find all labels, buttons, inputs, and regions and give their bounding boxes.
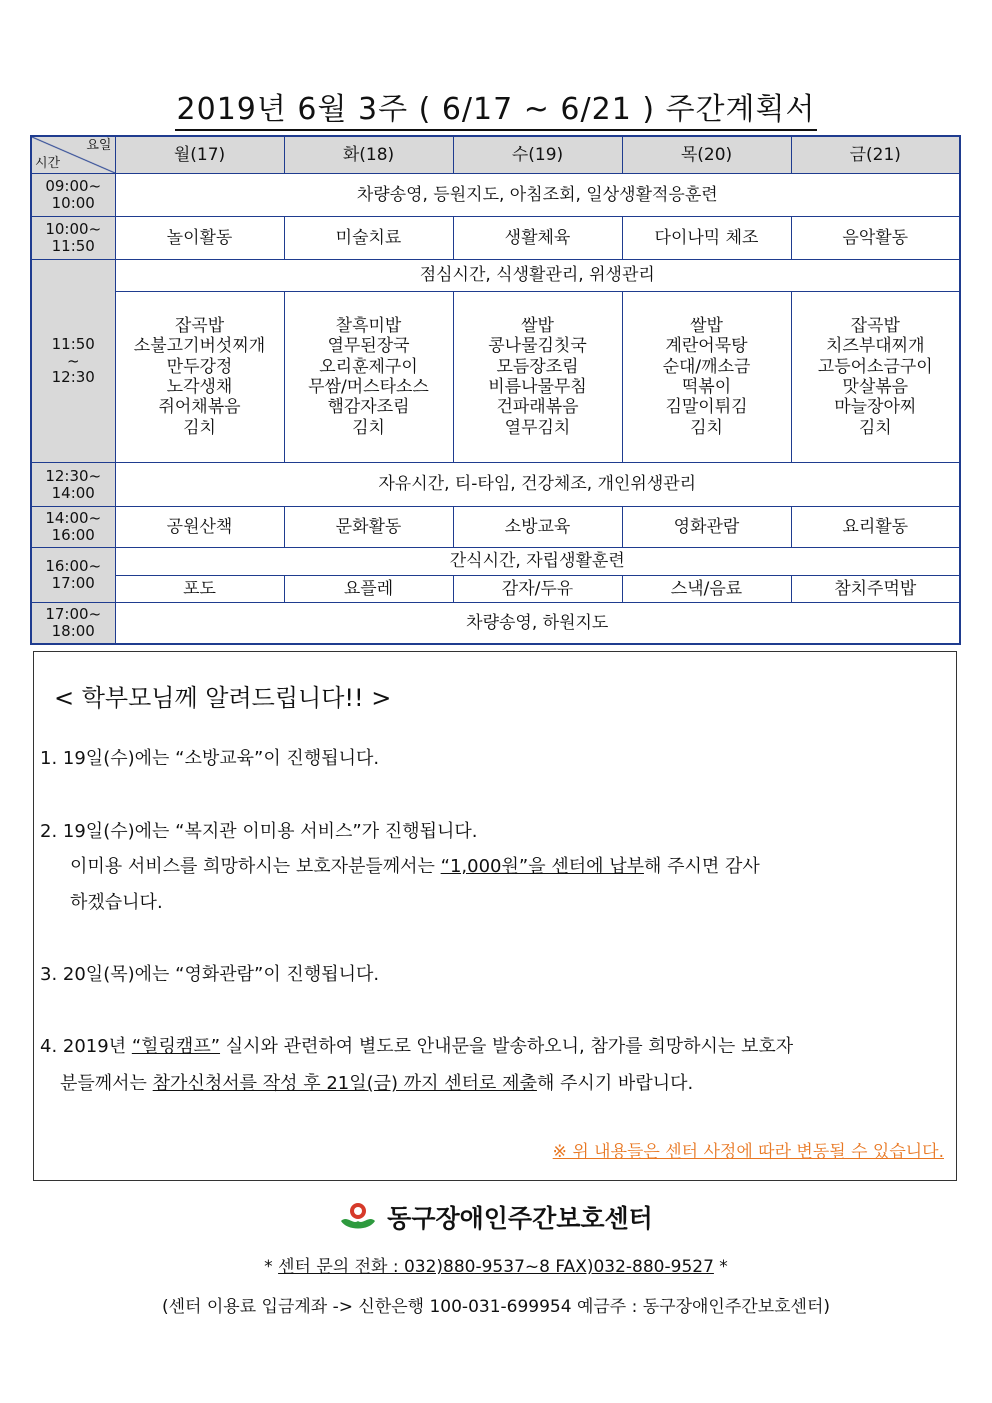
corner-cell	[31, 136, 115, 174]
center-logo-icon	[339, 1201, 377, 1231]
snack-cell: 요플레	[284, 576, 453, 603]
center-logo	[0, 1199, 992, 1235]
notice-box	[33, 651, 957, 1181]
activity-cell: 간식시간, 자립생활훈련	[115, 548, 960, 576]
time-cell: 09:00~ 10:00	[31, 174, 115, 217]
slot-row-1400	[31, 507, 960, 548]
time-cell: 14:00~ 16:00	[31, 507, 115, 548]
snack-menu-row	[31, 576, 960, 603]
activity-cell: 소방교육	[453, 507, 622, 548]
day-header-tue: 화(18)	[284, 136, 453, 174]
notice-item-3: 3. 20일(목)에는 “영화관람”이 진행됩니다.	[40, 964, 380, 985]
activity-cell: 점심시간, 식생활관리, 위생관리	[115, 260, 960, 292]
corner-day-label: 요일	[86, 138, 112, 153]
menu-cell-fri: 잡곡밥 치즈부대찌개 고등어소금구이 맛살볶음 마늘장아찌 김치	[791, 292, 960, 463]
snack-cell: 참치주먹밥	[791, 576, 960, 603]
snack-cell: 감자/두유	[453, 576, 622, 603]
menu-cell-tue: 찰흑미밥 열무된장국 오리훈제구이 무쌈/머스타소스 햄감자조림 김치	[284, 292, 453, 463]
contact-info: * 센터 문의 전화 : 032)880-9537~8 FAX)032-880-9527 *	[264, 1257, 728, 1277]
weekly-schedule-table	[30, 135, 961, 645]
notice-item-2-line-3: 하겠습니다.	[70, 892, 163, 913]
activity-cell: 문화활동	[284, 507, 453, 548]
activity-cell: 차량송영, 등원지도, 아침조회, 일상생활적응훈련	[115, 174, 960, 217]
disclaimer-note: ※ 위 내용들은 센터 사정에 따라 변동될 수 있습니다.	[552, 1142, 944, 1162]
notice-heading: < 학부모님께 알려드립니다!! >	[54, 684, 392, 712]
menu-cell-thu: 쌀밥 계란어묵탕 순대/깨소금 떡볶이 김말이튀김 김치	[622, 292, 791, 463]
slot-row-snack	[31, 548, 960, 576]
activity-cell: 미술치료	[284, 217, 453, 260]
slot-row-1230	[31, 463, 960, 507]
time-cell: 17:00~ 18:00	[31, 603, 115, 644]
activity-cell: 자유시간, 티-타임, 건강체조, 개인위생관리	[115, 463, 960, 507]
activity-cell: 생활체육	[453, 217, 622, 260]
time-cell: 11:50 ~ 12:30	[31, 260, 115, 463]
day-header-thu: 목(20)	[622, 136, 791, 174]
center-name: 동구장애인주간보호센터	[387, 1204, 653, 1233]
notice-item-4-line-2: 분들께서는 참가신청서를 작성 후 21일(금) 까지 센터로 제출해 주시기 바랍니다.	[60, 1073, 694, 1094]
day-header-fri: 금(21)	[791, 136, 960, 174]
day-header-wed: 수(19)	[453, 136, 622, 174]
time-cell: 10:00~ 11:50	[31, 217, 115, 260]
notice-item-4: 4. 2019년 “힐링캠프” 실시와 관련하여 별도로 안내문을 발송하오니, 참가를 희망하시는 보호자	[40, 1036, 794, 1057]
menu-cell-mon: 잡곡밥 소불고기버섯찌개 만두강정 노각생채 쥐어채볶음 김치	[115, 292, 284, 463]
activity-cell: 공원산책	[115, 507, 284, 548]
snack-cell: 스낵/음료	[622, 576, 791, 603]
time-cell: 16:00~ 17:00	[31, 548, 115, 603]
slot-row-0900	[31, 174, 960, 217]
header-row	[31, 136, 960, 174]
notice-item-2: 2. 19일(수)에는 “복지관 이미용 서비스”가 진행됩니다.	[40, 821, 478, 842]
slot-row-1000	[31, 217, 960, 260]
notice-item-1: 1. 19일(수)에는 “소방교육”이 진행됩니다.	[40, 748, 380, 769]
page-title	[0, 84, 992, 128]
activity-cell: 놀이활동	[115, 217, 284, 260]
activity-cell: 요리활동	[791, 507, 960, 548]
activity-cell: 차량송영, 하원지도	[115, 603, 960, 644]
activity-cell: 영화관람	[622, 507, 791, 548]
time-cell: 12:30~ 14:00	[31, 463, 115, 507]
activity-cell: 다이나믹 체조	[622, 217, 791, 260]
menu-cell-wed: 쌀밥 콩나물김칫국 모듬장조림 비름나물무침 건파래볶음 열무김치	[453, 292, 622, 463]
snack-cell: 포도	[115, 576, 284, 603]
title-text: 2019년 6월 3주 ( 6/17 ~ 6/21 ) 주간계획서	[175, 92, 818, 131]
notice-item-2-line-2: 이미용 서비스를 희망하시는 보호자분들께서는 “1,000원”을 센터에 납부해 주시면 감사	[70, 856, 760, 877]
bank-account-info: (센터 이용료 입금계좌 -> 신한은행 100-031-699954 예금주 : 동구장애인주간보호센터)	[161, 1297, 831, 1317]
corner-time-label: 시간	[35, 156, 61, 172]
day-header-mon: 월(17)	[115, 136, 284, 174]
slot-row-lunch	[31, 260, 960, 292]
activity-cell: 음악활동	[791, 217, 960, 260]
slot-row-1700	[31, 603, 960, 644]
lunch-menu-row	[31, 292, 960, 463]
